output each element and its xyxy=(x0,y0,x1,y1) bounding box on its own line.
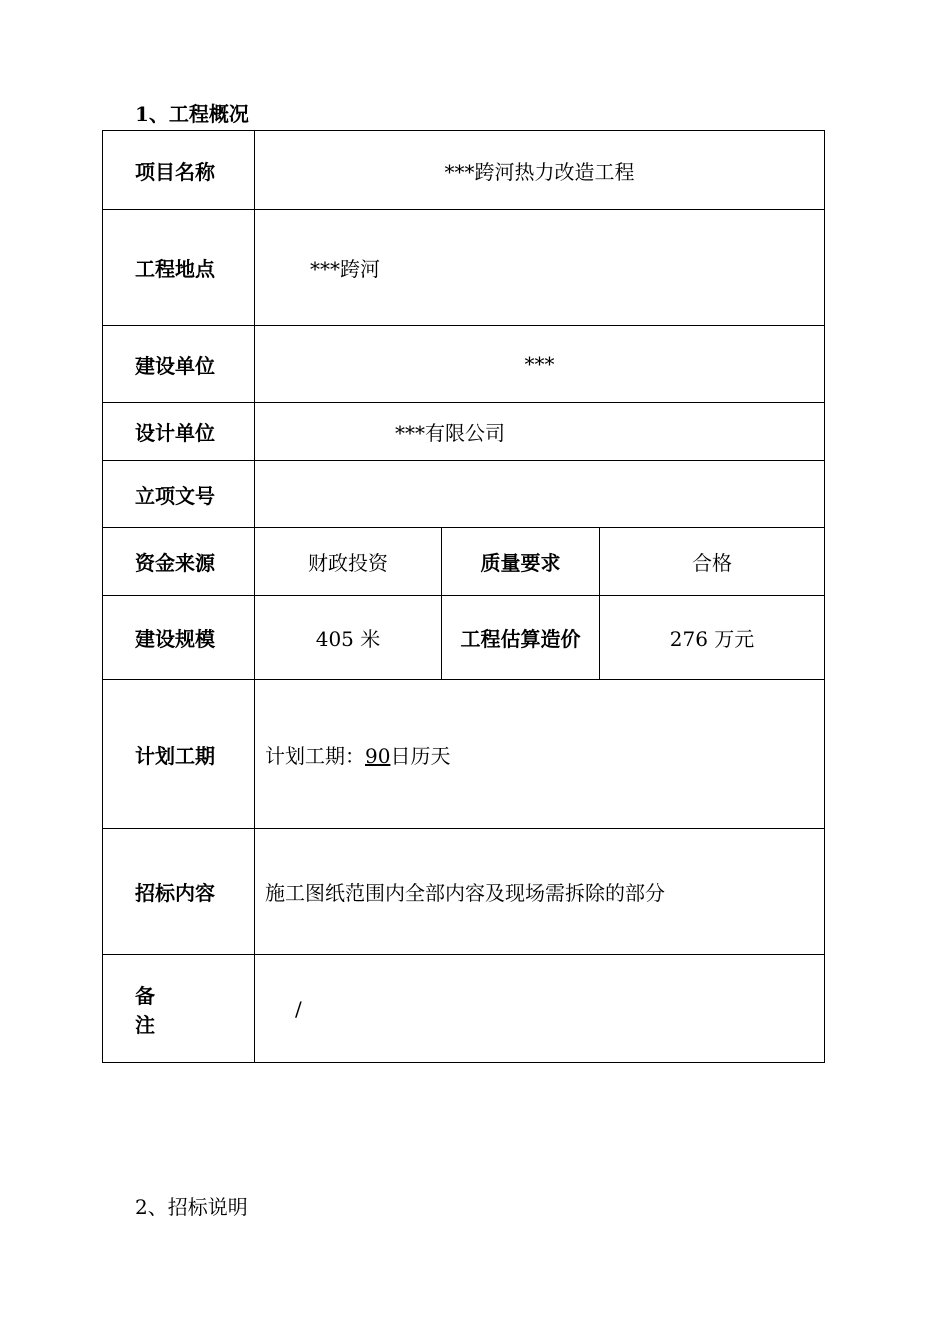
quality-value: 合格 xyxy=(600,528,825,596)
project-name-label: 项目名称 xyxy=(103,131,255,210)
row-schedule xyxy=(103,680,825,829)
remarks-label xyxy=(103,955,255,1063)
schedule-suffix: 日历天 xyxy=(390,743,451,768)
scale-label: 建设规模 xyxy=(103,596,255,680)
row-funding xyxy=(103,528,825,596)
schedule-prefix: 计划工期： xyxy=(265,743,365,768)
schedule-value xyxy=(255,680,825,829)
approval-value xyxy=(255,461,825,528)
funding-value: 财政投资 xyxy=(255,528,442,596)
remarks-label-text: 备 注 xyxy=(135,983,185,1037)
row-project-name xyxy=(103,131,825,210)
quality-label: 质量要求 xyxy=(442,528,600,596)
location-label: 工程地点 xyxy=(103,210,255,326)
designer-label: 设计单位 xyxy=(103,403,255,461)
cost-value: 276 万元 xyxy=(600,596,825,680)
scope-value: 施工图纸范围内全部内容及现场需拆除的部分 xyxy=(255,829,825,955)
row-scope xyxy=(103,829,825,955)
row-approval xyxy=(103,461,825,528)
row-designer xyxy=(103,403,825,461)
row-scale xyxy=(103,596,825,680)
schedule-days: 90 xyxy=(365,743,391,768)
section-2-title: 2、招标说明 xyxy=(135,1195,248,1219)
builder-value: *** xyxy=(255,326,825,403)
schedule-label: 计划工期 xyxy=(103,680,255,829)
builder-label: 建设单位 xyxy=(103,326,255,403)
row-remarks xyxy=(103,955,825,1063)
location-value: ***跨河 xyxy=(255,210,825,326)
funding-label: 资金来源 xyxy=(103,528,255,596)
scale-value: 405 米 xyxy=(255,596,442,680)
row-builder xyxy=(103,326,825,403)
designer-value: ***有限公司 xyxy=(255,403,825,461)
section-1-title: 1、工程概况 xyxy=(135,102,249,126)
cost-label: 工程估算造价 xyxy=(442,596,600,680)
row-location xyxy=(103,210,825,326)
remarks-value: / xyxy=(255,955,825,1063)
scope-label: 招标内容 xyxy=(103,829,255,955)
approval-label: 立项文号 xyxy=(103,461,255,528)
project-overview-table xyxy=(102,130,825,1063)
project-name-value: ***跨河热力改造工程 xyxy=(255,131,825,210)
